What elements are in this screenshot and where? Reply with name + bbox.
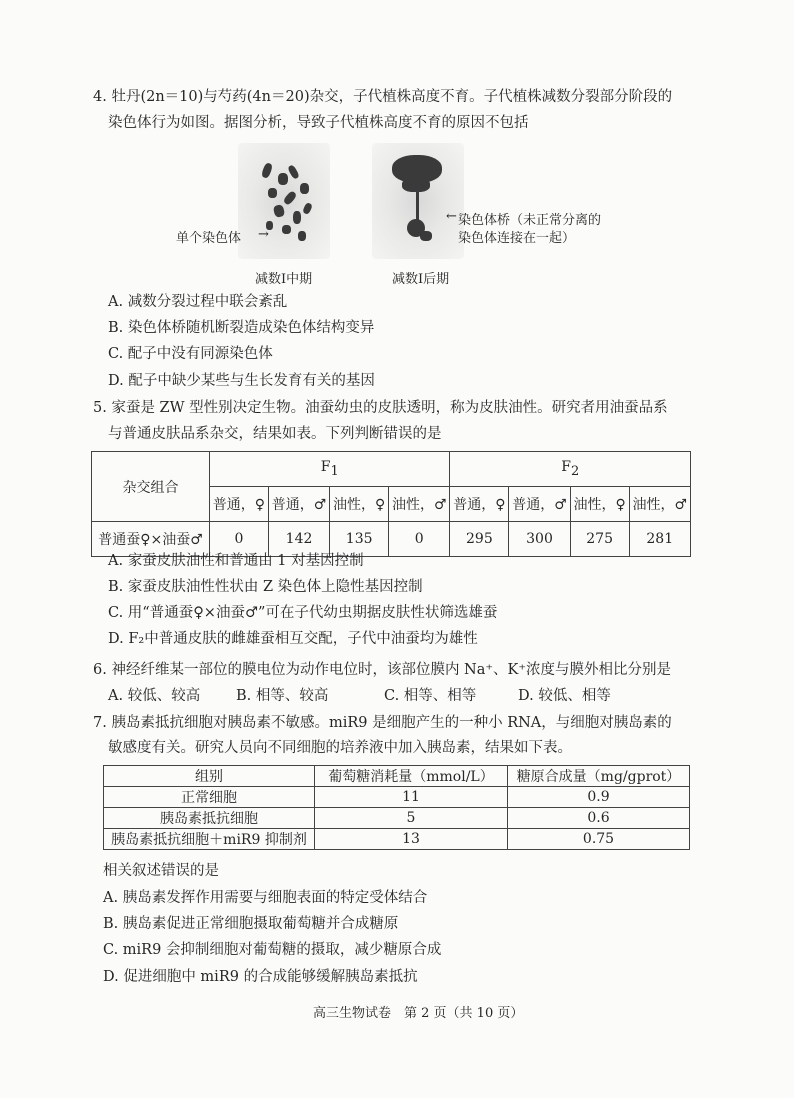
q7-stem-line1: 7. 胰岛素抵抗细胞对胰岛素不敏感。miR9 是细胞产生的一种小 RNA，与细胞对胰岛素的 xyxy=(93,715,672,731)
q5-stem-line1: 5. 家蚕是 ZW 型性别决定生物。油蚕幼虫的皮肤透明，称为皮肤油性。研究者用油蚕品系 xyxy=(93,400,668,416)
q5-table-subheader: 油性，♀ xyxy=(570,487,629,522)
q5-table-cell: 0 xyxy=(210,522,269,557)
q6-option-d: D. 较低、相等 xyxy=(518,688,611,704)
figure-anaphase-I xyxy=(372,143,464,259)
q5-table-subheader: 油性，♂ xyxy=(389,487,450,522)
q7-option-c: C. miR9 会抑制细胞对葡萄糖的摄取，减少糖原合成 xyxy=(103,942,442,958)
q7-table-cell: 0.75 xyxy=(508,829,690,850)
q5-option-b: B. 家蚕皮肤油性性状由 Z 染色体上隐性基因控制 xyxy=(108,579,423,595)
q7-table-cell: 胰岛素抵抗细胞＋miR9 抑制剂 xyxy=(104,829,315,850)
q4-option-c: C. 配子中没有同源染色体 xyxy=(108,346,273,362)
label-chromosome-bridge-1: 染色体桥（未正常分离的 xyxy=(458,213,602,228)
q7-table-cell: 13 xyxy=(315,829,508,850)
caption-anaphase-I: 减数Ⅰ后期 xyxy=(392,272,450,287)
q5-stem-line2: 与普通皮肤品系杂交，结果如表。下列判断错误的是 xyxy=(108,426,442,442)
caption-metaphase-I: 减数Ⅰ中期 xyxy=(255,272,313,287)
label-single-chromosome: 单个染色体 xyxy=(176,231,242,246)
q4-stem-line2: 染色体行为如图。据图分析，导致子代植株高度不育的原因不包括 xyxy=(108,115,529,131)
q5-option-c: C. 用“普通蚕♀×油蚕♂”可在子代幼虫期据皮肤性状筛选雄蚕 xyxy=(108,605,498,621)
q7-option-b: B. 胰岛素促进正常细胞摄取葡萄糖并合成糖原 xyxy=(103,916,399,932)
q5-table-cell: 142 xyxy=(268,522,329,557)
q5-table-subheader: 普通，♀ xyxy=(210,487,269,522)
q5-table-subheader: 油性，♀ xyxy=(330,487,389,522)
q4-option-a: A. 减数分裂过程中联会紊乱 xyxy=(108,294,288,310)
q5-table-subheader: 普通，♂ xyxy=(509,487,570,522)
q5-data-table xyxy=(91,451,691,557)
q7-table-cell: 胰岛素抵抗细胞 xyxy=(104,808,315,829)
q6-stem: 6. 神经纤维某一部位的膜电位为动作电位时，该部位膜内 Na⁺、K⁺浓度与膜外相比分别是 xyxy=(93,662,672,678)
q5-table-f1-header: $F_1$ xyxy=(210,452,450,487)
q5-table-cell: 295 xyxy=(450,522,509,557)
q6-option-a: A. 较低、较高 xyxy=(108,688,201,704)
q5-table-cell: 135 xyxy=(330,522,389,557)
q7-table-header: 糖原合成量（mg/gprot） xyxy=(508,766,690,787)
q5-table-corner: 杂交组合 xyxy=(92,452,210,522)
q7-table-cell: 0.6 xyxy=(508,808,690,829)
q7-stem-line2: 敏感度有关。研究人员向不同细胞的培养液中加入胰岛素，结果如下表。 xyxy=(108,740,572,756)
q5-table-subheader: 油性，♂ xyxy=(629,487,690,522)
q7-option-a: A. 胰岛素发挥作用需要与细胞表面的特定受体结合 xyxy=(103,890,428,906)
q5-table-row-label: 普通蚕♀×油蚕♂ xyxy=(92,522,210,557)
q4-stem-line1: 4. 牡丹(2n＝10)与芍药(4n＝20)杂交，子代植株高度不育。子代植株减数分裂部分阶段的 xyxy=(93,89,673,105)
q5-table-cell: 281 xyxy=(629,522,690,557)
arrow-chromosome-bridge: ← xyxy=(446,209,457,224)
q5-option-d: D. F₂中普通皮肤的雌雄蚕相互交配，子代中油蚕均为雄性 xyxy=(108,631,478,647)
q5-table-f2-header: $F_2$ xyxy=(450,452,691,487)
q5-table-cell: 300 xyxy=(509,522,570,557)
q5-table-cell: 275 xyxy=(570,522,629,557)
q7-table-cell: 11 xyxy=(315,787,508,808)
label-chromosome-bridge-2: 染色体连接在一起） xyxy=(458,231,576,246)
q5-table-subheader: 普通，♀ xyxy=(450,487,509,522)
q7-option-d: D. 促进细胞中 miR9 的合成能够缓解胰岛素抵抗 xyxy=(103,969,418,985)
q7-table-cell: 5 xyxy=(315,808,508,829)
q7-table-cell: 0.9 xyxy=(508,787,690,808)
q7-table-header: 组别 xyxy=(104,766,315,787)
q6-option-c: C. 相等、相等 xyxy=(384,688,477,704)
figure-metaphase-I xyxy=(238,143,330,259)
q7-table-header: 葡萄糖消耗量（mmol/L） xyxy=(315,766,508,787)
q7-stem-after: 相关叙述错误的是 xyxy=(103,863,219,879)
q4-option-b: B. 染色体桥随机断裂造成染色体结构变异 xyxy=(108,320,375,336)
q5-table-subheader: 普通，♂ xyxy=(268,487,329,522)
arrow-single-chromosome: → xyxy=(258,227,269,242)
page-footer: 高三生物试卷 第 2 页（共 10 页） xyxy=(313,1006,524,1021)
q5-option-a: A. 家蚕皮肤油性和普通由 1 对基因控制 xyxy=(108,553,364,569)
q7-data-table xyxy=(103,765,690,850)
q7-table-cell: 正常细胞 xyxy=(104,787,315,808)
q5-table-cell: 0 xyxy=(389,522,450,557)
q6-option-b: B. 相等、较高 xyxy=(236,688,329,704)
q4-option-d: D. 配子中缺少某些与生长发育有关的基因 xyxy=(108,373,375,389)
